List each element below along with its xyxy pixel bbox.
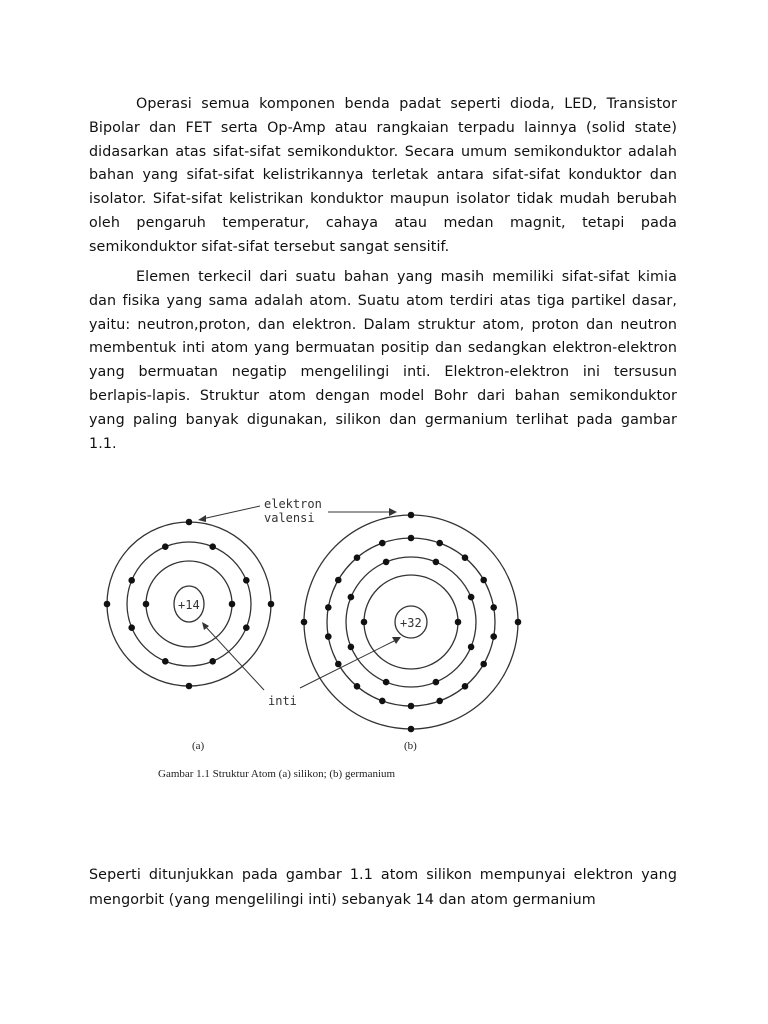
atom-b-electron-shell3 xyxy=(335,577,342,584)
atom-b-electron-shell3 xyxy=(490,633,497,640)
label-valence-electron-line2: valensi xyxy=(264,511,315,525)
atom-a-electron-shell2 xyxy=(243,577,250,584)
label-valence-electron-line1: elektron xyxy=(264,497,322,511)
atom-b-electron-shell3 xyxy=(354,554,361,561)
atom-b-electron-shell2 xyxy=(468,594,475,601)
atom-b-electron-shell3 xyxy=(480,661,487,668)
sub-label-b: (b) xyxy=(404,740,417,752)
atom-b-electron-shell2 xyxy=(383,679,390,686)
figure-atom-structure xyxy=(92,490,540,790)
atom-a-electron-shell3 xyxy=(186,519,193,526)
atom-b-electron-shell4 xyxy=(408,512,415,519)
atom-a-charge-label: +14 xyxy=(178,598,200,612)
sub-label-a: (a) xyxy=(192,740,205,752)
atom-b-electron-shell3 xyxy=(436,540,443,547)
atom-b-electron-shell3 xyxy=(408,703,415,710)
arrow-valence-a-head xyxy=(198,515,206,522)
atom-a-electron-shell2 xyxy=(162,658,169,665)
arrow-valence-b-head xyxy=(389,508,397,516)
atom-b-electron-shell3 xyxy=(325,633,332,640)
label-nucleus: inti xyxy=(268,694,297,708)
paragraph-atom-structure: Elemen terkecil dari suatu bahan yang masih memiliki sifat-sifat kimia dan fisika yang sama adalah atom. Suatu atom terdiri atas tiga partikel dasar, yaitu: neutron,proton, dan elektron. Dalam struktur atom, proton dan neutron membentuk inti atom yang bermuatan positip dan sedangkan elektron-elektron yang bermuatan negatip mengelilingi inti. Elektron-elektron ini tersusun berlapis-lapis. Struktur atom dengan model Bohr dari bahan semikonduktor yang paling banyak digunakan, silikon dan germanium terlihat pada gambar 1.1. xyxy=(89,269,677,452)
atom-b-electron-shell3 xyxy=(379,698,386,705)
atom-b-electron-shell3 xyxy=(436,698,443,705)
figure-caption: Gambar 1.1 Struktur Atom (a) silikon; (b) germanium xyxy=(158,768,396,780)
arrow-nucleus-a xyxy=(205,626,264,690)
atom-b-electron-shell2 xyxy=(433,679,440,686)
atom-b-electron-shell3 xyxy=(379,540,386,547)
atom-b-electron-shell3 xyxy=(408,535,415,542)
atom-a-electron-shell2 xyxy=(209,543,216,550)
atom-a-electron-shell1 xyxy=(229,601,236,608)
atom-b-electron-shell1 xyxy=(361,619,368,626)
atom-b-electron-shell3 xyxy=(462,554,469,561)
atom-a-electron-shell2 xyxy=(243,624,250,631)
atom-b-electron-shell3 xyxy=(462,683,469,690)
atom-b-electron-shell2 xyxy=(348,644,355,651)
paragraph-conclusion: Seperti ditunjukkan pada gambar 1.1 atom silikon mempunyai elektron yang mengorbit (yang mengelilingi inti) sebanyak 14 dan atom germanium xyxy=(89,867,677,908)
atom-b-charge-label: +32 xyxy=(400,616,422,630)
atom-b-electron-shell4 xyxy=(515,619,522,626)
atom-a-electron-shell2 xyxy=(128,577,135,584)
atom-a-electron-shell3 xyxy=(104,601,111,608)
atom-b-electron-shell3 xyxy=(325,604,332,611)
atom-b-electron-shell2 xyxy=(348,594,355,601)
atom-a-electron-shell3 xyxy=(186,683,193,690)
atom-b-electron-shell2 xyxy=(433,559,440,566)
atom-b-electron-shell3 xyxy=(480,577,487,584)
atom-b-electron-shell3 xyxy=(354,683,361,690)
atom-b-electron-shell4 xyxy=(301,619,308,626)
atom-b-electron-shell2 xyxy=(468,644,475,651)
atom-diagram xyxy=(92,490,540,790)
atom-a-electron-shell1 xyxy=(143,601,150,608)
atom-a-electron-shell3 xyxy=(268,601,275,608)
arrow-nucleus-b-head xyxy=(392,637,401,644)
atom-a-electron-shell2 xyxy=(162,543,169,550)
atom-a-electron-shell2 xyxy=(209,658,216,665)
atom-b-electron-shell2 xyxy=(383,559,390,566)
arrow-valence-a xyxy=(202,506,260,519)
atom-b-electron-shell1 xyxy=(455,619,462,626)
atom-b-electron-shell3 xyxy=(335,661,342,668)
paragraph-intro: Operasi semua komponen benda padat seperti dioda, LED, Transistor Bipolar dan FET serta Op-Amp atau rangkaian terpadu lainnya (solid state) didasarkan atas sifat-sifat semikonduktor. Secara umum semikonduktor adalah bahan yang sifat-sifat kelistrikannya terletak antara sifat-sifat konduktor dan isolator. Sifat-sifat kelistrikan konduktor maupun isolator tidak mudah berubah oleh pengaruh temperatur, cahaya atau medan magnit, tetapi pada semikonduktor sifat-sifat tersebut sangat sensitif. xyxy=(89,96,677,255)
atom-b-electron-shell4 xyxy=(408,726,415,733)
atom-b-electron-shell3 xyxy=(490,604,497,611)
atom-a-electron-shell2 xyxy=(128,624,135,631)
